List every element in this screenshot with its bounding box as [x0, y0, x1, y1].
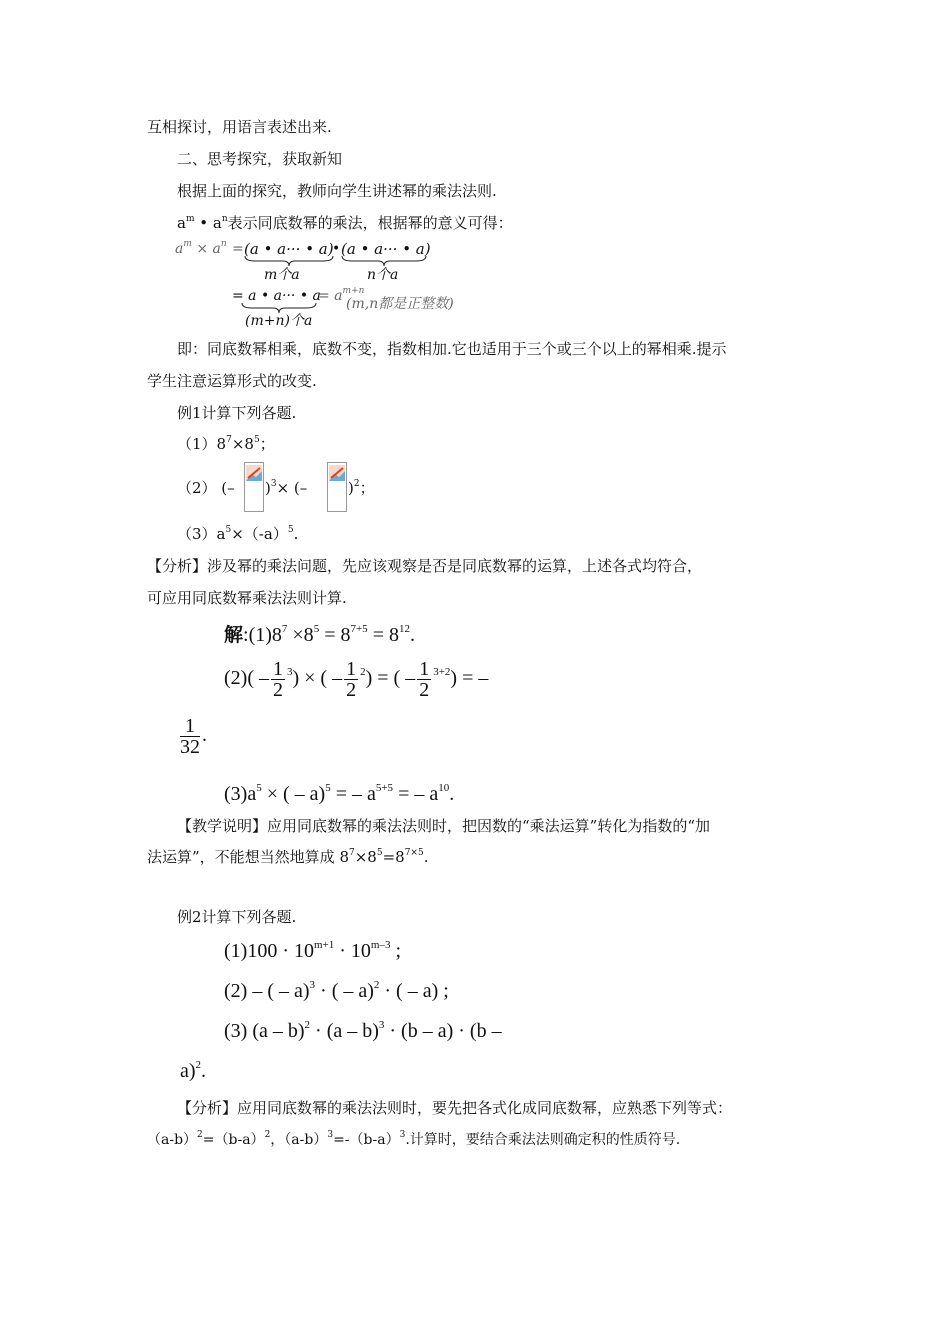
solution-line-1: 解$:(1)8^7 \times 8^5 = 8^{7+5} = 8^{12}$.: [224, 623, 415, 646]
paragraph: $(a-b)^2=(b-a)^2$，$(a-b)^3=-(b-a)^3$.计算时，要结合乘法法则确定积的性质符号.: [147, 1130, 681, 1148]
solution-line-2: (2)( – $\frac{1}{2}$ $^3$) × ( – $\frac{1}{2}$ $^2$) = ( – $\frac{1}{2}$ $^{3+2}$) = –: [224, 658, 489, 701]
example2-item-3-cont: a)$^2$.: [180, 1059, 207, 1082]
example-item: )$^3$× (–: [265, 479, 308, 497]
example2-item-3: (3) (a – b)$^2$ · (a – b)$^3$ · (b – a) · (b –: [224, 1019, 502, 1042]
example-title: 例1计算下列各题.: [177, 404, 297, 422]
paragraph: 可应用同底数幂乘法法则计算.: [147, 589, 347, 607]
paragraph: 互相探讨，用语言表述出来.: [147, 118, 332, 136]
broken-image-icon: [327, 462, 347, 512]
paragraph: 法运算”，不能想当然地算成 $8^7\times 8^5=8^{7\times 5}$.: [147, 848, 429, 866]
paragraph: $a^m$ • $a^n$表示同底数幂的乘法，根据幂的意义可得：: [177, 214, 513, 232]
paragraph: 根据上面的探究，教师向学生讲述幂的乘法法则.: [177, 182, 497, 200]
paragraph: 学生注意运算形式的改变.: [147, 372, 317, 390]
paragraph: 即：同底数幂相乘，底数不变，指数相加.它也适用于三个或三个以上的幂相乘.提示: [177, 340, 727, 358]
broken-image-icon: [244, 462, 264, 512]
solution-line-3: $(3)a^5$ × ( – a)$^5$ = – $a^{5+5}$ = – $a^{10}$.: [224, 782, 455, 805]
paragraph: 【教学说明】应用同底数幂的乘法法则时，把因数的“乘法运算”转化为指数的“加: [177, 817, 711, 835]
paragraph: 【分析】应用同底数幂的乘法法则时，要先把各式化成同底数幂，应熟悉下列等式：: [177, 1099, 733, 1117]
example-title: 例2计算下列各题.: [177, 908, 297, 926]
section-heading: 二、思考探究，获取新知: [177, 150, 343, 168]
paragraph: 【分析】涉及幂的乘法问题，先应该观察是否是同底数幂的运算，上述各式均符合，: [147, 557, 703, 575]
example-item: )$^2$；: [348, 479, 375, 497]
example2-item-1: $(1)100 \cdot 10^{m+1} \cdot 10^{m-3}$ ;: [224, 939, 402, 962]
example2-item-2: (2) – ( – a)$^3$ · ( – a)$^2$ · ( – a) ;: [224, 979, 449, 1002]
solution-line-2-cont: $\frac{1}{32}$ .: [180, 715, 207, 758]
example-item: （2） (–: [177, 479, 235, 497]
example-item: $(3)a^5\times(-a)^5$.: [177, 525, 299, 543]
example-item: $(1)8^7\times 8^5$；: [177, 435, 275, 453]
